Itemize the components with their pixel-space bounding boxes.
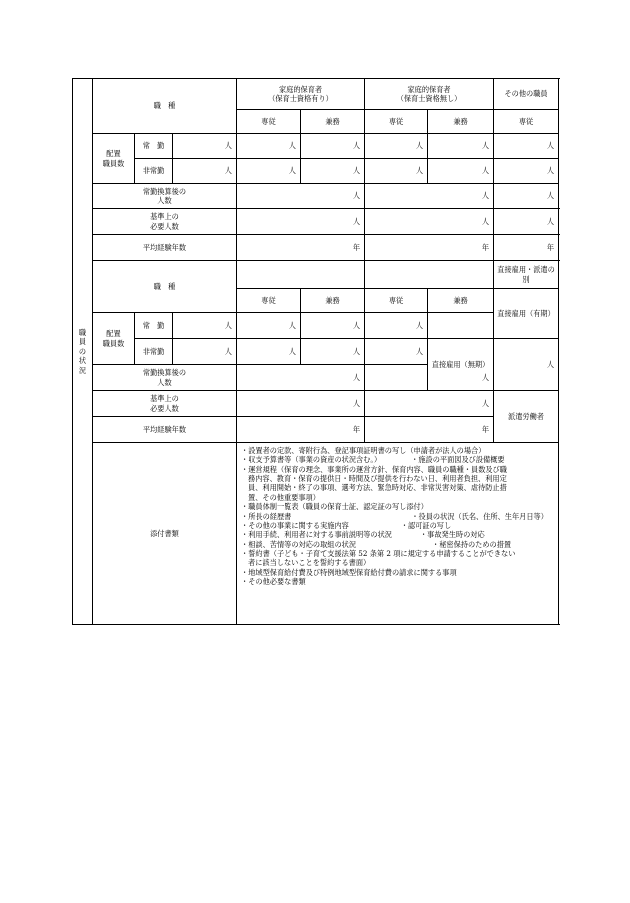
attachment-item: ・収支予算書等（事業の資産の状況含む。） [241,455,382,465]
sub-full: 専従 [237,110,301,134]
attachment-item: ・相談、苦情等の対応の取組の状況 [241,539,357,549]
unit-cell: 人 [173,313,237,339]
unit-cell: 人 [237,313,301,339]
attachment-item: 置、その他重要事項） [248,492,320,502]
attachment-line [241,446,554,455]
year-cell: 年 [365,417,494,443]
attachment-line [241,474,554,483]
header-qualified: 家庭的保育者 （保育士資格有り） [237,79,365,110]
required-count-label: 基準上の 必要人数 [93,391,237,417]
attachment-item: ・認可証の写し [400,520,452,530]
avg-experience-label: 平均経験年数 [93,417,237,443]
unit-cell: 人 [365,313,428,339]
attachment-line [241,512,554,521]
attachment-item: ・秘密保持のための措置 [432,539,512,549]
header-other-staff: その他の職員 [494,79,559,110]
unit-cell: 人 [301,339,365,365]
unit-cell: 人 [237,339,301,365]
unit-cell: 人 [365,134,428,159]
attachment-line [241,558,554,567]
unit-cell: 人 [237,391,365,417]
avg-experience-label: 平均経験年数 [93,235,237,261]
parttime-label: 非常勤 [135,159,173,184]
sub-part: 兼務 [301,110,365,134]
unit-cell: 人 [494,209,559,235]
header-blank [365,261,494,289]
header-unqualified: 家庭的保育者 （保育士資格無し） [365,79,494,110]
attachment-item: 員、利用開始・終了の事項、選考方法、緊急時対応、非常災害対策、虐待防止措 [248,483,507,493]
attachment-item: ・その他必要な書類 [241,577,306,587]
sub-full: 専従 [494,110,559,134]
unit-cell: 人 [494,184,559,209]
sub-part: 兼務 [428,289,494,313]
staff-status-side-label: 職 員 の 状 況 [73,79,93,625]
attachment-item: ・誓約書（子ども・子育て支援法第 52 条第 2 項に規定する申請することができない [241,548,516,558]
direct-indefinite-label: 直接雇用（無期） [428,339,494,391]
attachment-item: ・事故発生時の対応 [419,530,485,540]
unit-cell: 人 [365,391,494,417]
parttime-label: 非常勤 [135,339,173,365]
attachment-item: ・設置者の定款、寄附行為、登記事項証明書の写し（申請者が法人の場合） [241,446,486,455]
position-label: 職 種 [93,79,237,134]
attachment-item: ・地域型保育給付費及び特例地域型保育給付費の請求に関する事項 [241,567,457,577]
position-label: 職 種 [93,261,237,313]
sub-full: 専従 [365,289,428,313]
unit-cell: 人 [428,134,494,159]
unit-cell: 人 [301,134,365,159]
sub-full: 専従 [365,110,428,134]
year-cell: 年 [494,235,559,261]
converted-count-label: 常勤換算後の 人数 [93,365,237,391]
unit-cell: 人 [301,313,365,339]
staff-status-table [72,78,559,625]
attachment-line [241,568,554,577]
sub-part: 兼務 [428,110,494,134]
attachment-line [241,577,554,586]
unit-cell: 人 [237,134,301,159]
header-blank [237,261,365,289]
attachment-line [241,530,554,539]
year-cell: 年 [237,235,365,261]
unit-cell: 人 [173,134,237,159]
attachment-item: ・役員の状況（氏名、住所、生年月日等） [411,511,548,521]
unit-cell: 人 [173,159,237,184]
attachment-line [241,493,554,502]
unit-cell: 人 [237,184,365,209]
attachment-line [241,455,554,464]
unit-cell: 人 [365,365,494,391]
unit-cell: 人 [365,339,428,365]
attachment-item: ・所長の経歴書 [241,511,292,521]
attachment-item: 者に該当しないことを誓約する書面） [248,558,371,568]
header-direct-dispatch: 直接雇用・派遣の別 [494,261,559,289]
unit-cell: 人 [237,159,301,184]
attachment-item: ・職員体制一覧表（職員の保育士証、認定証の写し添付） [241,502,428,512]
attachment-line [241,502,554,511]
unit-cell: 人 [494,134,559,159]
converted-count-label: 常勤換算後の 人数 [93,184,237,209]
fulltime-label: 常 勤 [135,313,173,339]
attachment-item: ・施設の平面図及び設備概要 [411,455,505,465]
unit-cell: 人 [301,159,365,184]
unit-cell: 人 [428,159,494,184]
unit-cell: 人 [237,365,365,391]
sub-full: 専従 [237,289,301,313]
attachment-item: ・運営規程（保育の理念、事業所の運営方針、保育内容、職員の職種・員数及び職 [241,464,507,474]
year-cell: 年 [237,417,365,443]
staff-count-label: 配置 職員数 [93,134,135,184]
unit-cell: 人 [237,209,365,235]
attachment-line [241,540,554,549]
attachment-item: ・利用手続、利用者に対する事前説明等の状況 [241,530,392,540]
attachment-item: 務内容、教育・保育の提供日・時間及び提供を行わない日、利用者負担、利用定 [248,474,507,484]
staff-count-label: 配置 職員数 [93,313,135,365]
unit-cell: 人 [494,339,559,391]
attachment-line [241,483,554,492]
attachment-line [241,521,554,530]
attachment-item: ・その他の事業に関する実施内容 [241,520,349,530]
unit-cell: 人 [494,159,559,184]
direct-fixed-label: 直接雇用（有期） [494,289,559,339]
unit-cell: 人 [365,209,494,235]
attachments-list [237,443,559,625]
fulltime-label: 常 勤 [135,134,173,159]
attachment-line [241,465,554,474]
required-count-label: 基準上の 必要人数 [93,209,237,235]
unit-cell: 人 [173,339,237,365]
year-cell: 年 [365,235,494,261]
sub-part: 兼務 [301,289,365,313]
attachments-label: 添付書類 [93,443,237,625]
unit-cell: 人 [365,159,428,184]
dispatch-worker-label: 派遣労働者 [494,391,559,443]
unit-cell: 人 [365,184,494,209]
attachment-line [241,549,554,558]
